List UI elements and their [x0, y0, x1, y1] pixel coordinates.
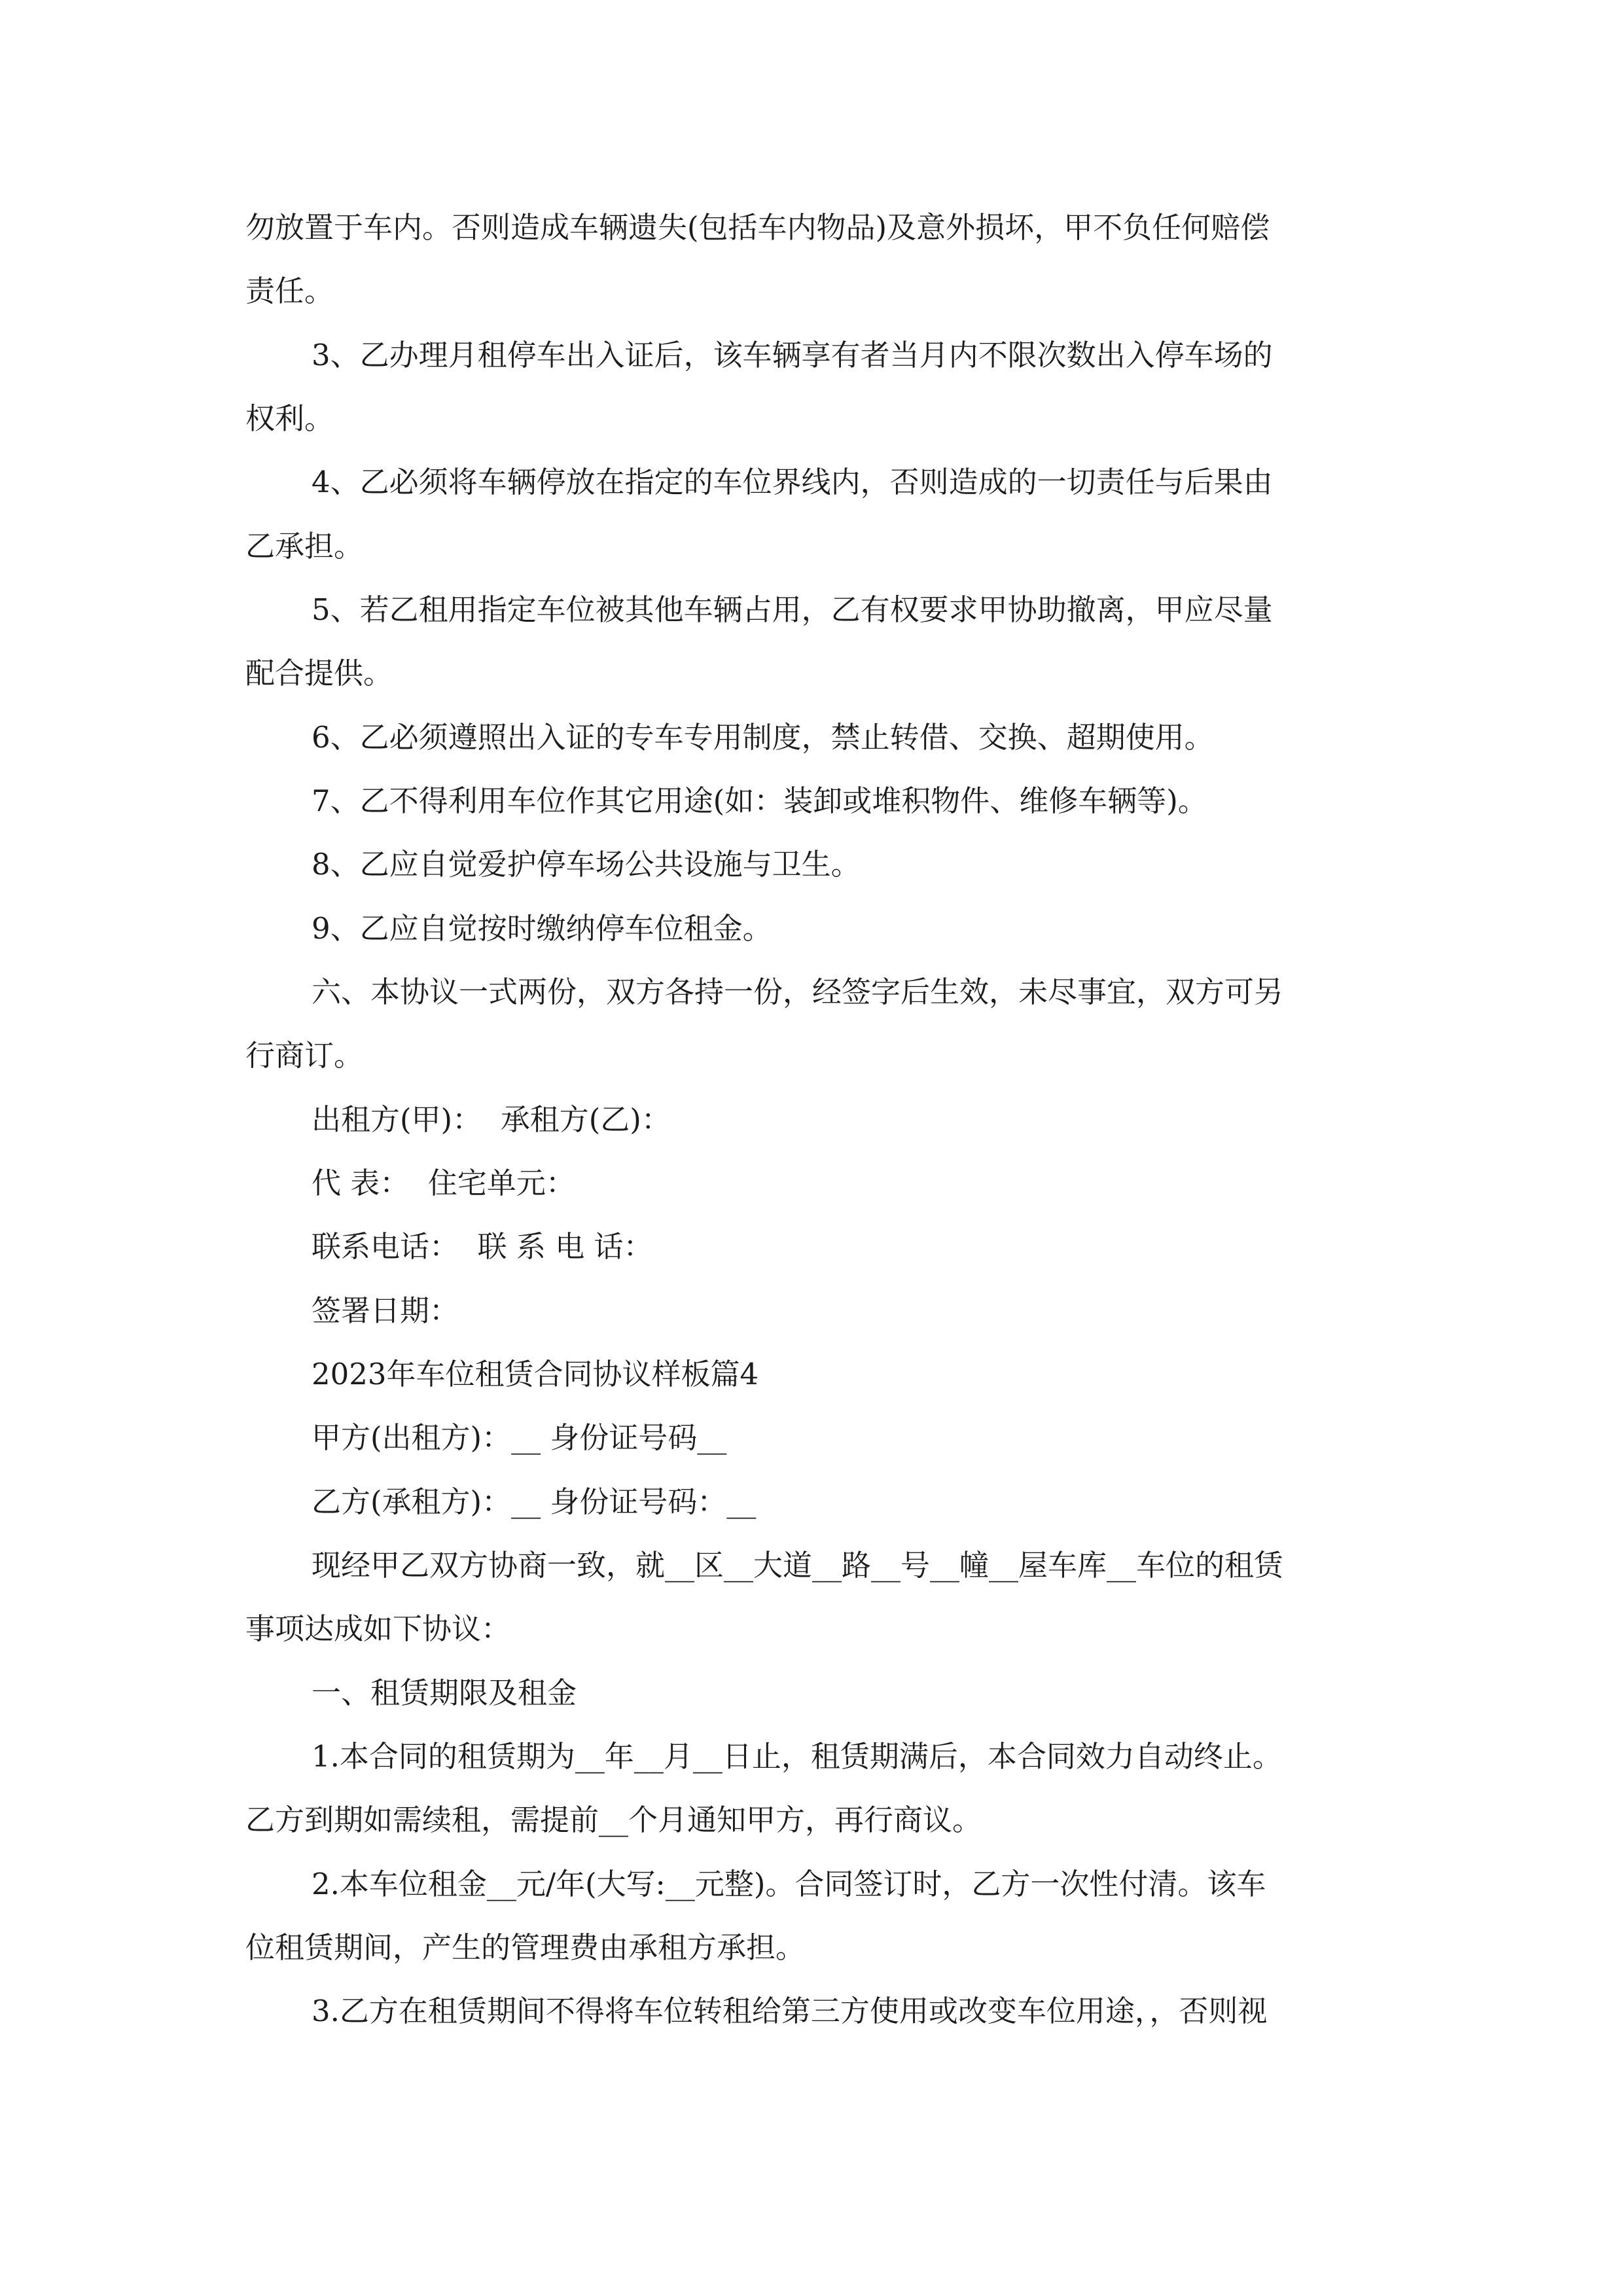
text-line: 位租赁期间，产生的管理费由承租方承担。 [245, 1930, 806, 1965]
text-line: 6、乙必须遵照出入证的专车专用制度，禁止转借、交换、超期使用。 [312, 720, 1214, 755]
text-line: 5、若乙租用指定车位被其他车辆占用，乙有权要求甲协助撤离，甲应尽量 [312, 592, 1273, 627]
text-line: 4、乙必须将车辆停放在指定的车位界线内，否则造成的一切责任与后果由 [312, 465, 1273, 499]
text-line: 权利。 [245, 401, 334, 436]
text-line: 勿放置于车内。否则造成车辆遗失(包括车内物品)及意外损坏，甲不负任何赔偿 [245, 210, 1270, 245]
text-line: 行商订。 [245, 1038, 364, 1073]
text-line: 责任。 [245, 274, 334, 308]
text-line: 乙承担。 [245, 529, 364, 564]
text-line: 乙方(承租方)：__ 身份证号码：__ [312, 1484, 757, 1519]
text-line: 六、本协议一式两份，双方各持一份，经签字后生效，未尽事宜，双方可另 [312, 975, 1284, 1009]
text-line: 乙方到期如需续租，需提前__个月通知甲方，再行商议。 [245, 1803, 982, 1837]
text-line: 现经甲乙双方协商一致，就__区__大道__路__号__幢__屋车库__车位的租赁 [312, 1548, 1284, 1583]
text-line: 签署日期： [312, 1293, 459, 1328]
text-line: 一、租赁期限及租金 [312, 1676, 577, 1710]
text-line: 9、乙应自觉按时缴纳停车位租金。 [312, 911, 772, 946]
text-line: 配合提供。 [245, 656, 393, 691]
text-line: 代 表： 住宅单元： [312, 1166, 575, 1200]
text-line: 8、乙应自觉爱护停车场公共设施与卫生。 [312, 847, 861, 882]
text-line: 事项达成如下协议： [245, 1611, 511, 1646]
text-line: 7、乙不得利用车位作其它用途(如：装卸或堆积物件、维修车辆等)。 [312, 783, 1207, 818]
text-line: 3、乙办理月租停车出入证后，该车辆享有者当月内不限次数出入停车场的 [312, 338, 1273, 372]
text-line: 3.乙方在租赁期间不得将车位转租给第三方使用或改变车位用途，，否则视 [312, 1994, 1268, 2028]
text-line: 出租方(甲)： 承租方(乙)： [312, 1102, 671, 1137]
text-line: 2023年车位租赁合同协议样板篇4 [312, 1357, 759, 1391]
text-line: 甲方(出租方)：__ 身份证号码__ [312, 1420, 727, 1455]
text-line: 2.本车位租金__元/年(大写:__元整)。合同签订时，乙方一次性付清。该车 [312, 1867, 1266, 1901]
text-line: 1.本合同的租赁期为__年__月__日止，租赁期满后，本合同效力自动终止。 [312, 1739, 1282, 1774]
text-line: 联系电话： 联 系 电 话： [312, 1229, 653, 1264]
